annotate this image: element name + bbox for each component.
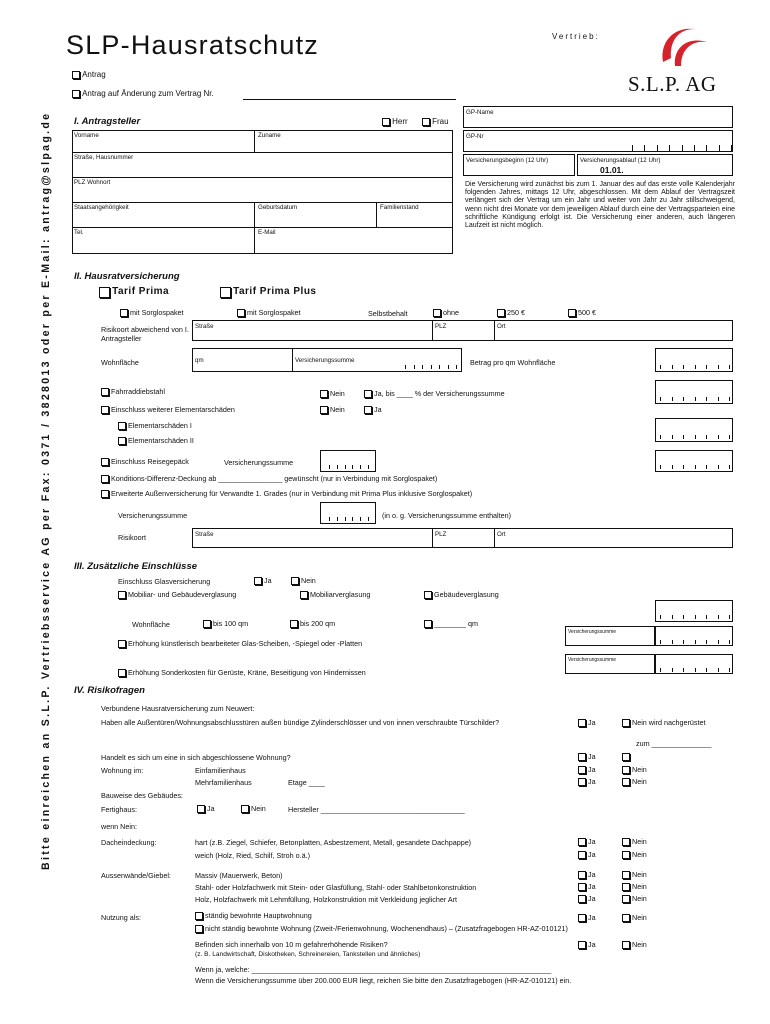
plz-wohnort-field[interactable] bbox=[72, 177, 453, 202]
holzfach-ja-checkbox[interactable] bbox=[578, 895, 586, 903]
gefahr-ja-checkbox[interactable] bbox=[578, 941, 586, 949]
betrag-qm-field[interactable] bbox=[655, 348, 733, 372]
dach-weich-ja-label: Ja bbox=[588, 850, 596, 859]
laufzeit-hinweis: Die Versicherung wird zunächst bis zum 1. Januar des auf das erste volle Kalenderjahr folgenden Jahres, mittags 12 Uhr, abgeschlossen. Mit dem Ablauf der Vertragszeit verlängert sich der Vertrag um ein Jahr und weiter von Jahr zu Jahr stillschweigend, wenn nicht drei Monate vor dem jeweiligen Ablauf durch eine der Vertragsparteien eine schriftliche Kündigung erfolgt ist. Die Versicherung einer anderen, auch längeren Laufzeit ist nicht möglich. bbox=[465, 181, 735, 230]
gp-name-label: GP-Name bbox=[466, 109, 494, 116]
mobiliar-checkbox[interactable] bbox=[300, 591, 308, 599]
q2-ja-label: Ja bbox=[588, 752, 596, 761]
glas-label: Einschluss Glasversicherung bbox=[118, 577, 211, 586]
staatsang-label: Staatsangehörigkeit bbox=[74, 204, 129, 211]
elementar1-label: Elementarschäden I bbox=[128, 421, 192, 430]
zuname-label: Zuname bbox=[258, 132, 281, 139]
fertighaus-ja-label: Ja bbox=[207, 804, 215, 813]
gefahr-nein-label: Nein bbox=[632, 940, 647, 949]
elementar2-label: Elementarschäden II bbox=[128, 436, 194, 445]
massiv-ja-checkbox[interactable] bbox=[578, 871, 586, 879]
dacheindeckung-label: Dacheindeckung: bbox=[101, 838, 157, 847]
elementar-ja-checkbox[interactable] bbox=[364, 406, 372, 414]
vers-ablauf-field[interactable] bbox=[577, 154, 733, 176]
mfh-ja-checkbox[interactable] bbox=[578, 778, 586, 786]
gefahr-beispiele: (z. B. Landwirtschaft, Diskotheken, Schreinereien, Tankstellen und ähnliches) bbox=[195, 951, 421, 958]
mobiliar-gebaeude-label: Mobiliar- und Gebäudeverglasung bbox=[128, 590, 237, 599]
mfh-label: Mehrfamilienhaus bbox=[195, 778, 252, 787]
aussenvers-checkbox[interactable] bbox=[101, 490, 109, 498]
bauweise-label: Bauweise des Gebäudes: bbox=[101, 791, 183, 800]
reise-betrag-field[interactable] bbox=[655, 450, 733, 472]
vorname-field[interactable] bbox=[72, 130, 255, 152]
risikoort2-plz-label: PLZ bbox=[435, 531, 447, 538]
wohnung-im-label: Wohnung im: bbox=[101, 766, 144, 775]
efh-ja-checkbox[interactable] bbox=[578, 766, 586, 774]
nutzung-ja-checkbox[interactable] bbox=[578, 914, 586, 922]
section3-title: III. Zusätzliche Einschlüsse bbox=[74, 561, 198, 572]
wenn-nein-label: wenn Nein: bbox=[101, 822, 137, 831]
slp-logo-icon bbox=[655, 22, 713, 72]
dach-hart-nein-label: Nein bbox=[632, 837, 647, 846]
efh-nein-checkbox[interactable] bbox=[622, 766, 630, 774]
risikoort-plz-field[interactable] bbox=[433, 321, 495, 340]
aussen-summe-field[interactable] bbox=[320, 502, 376, 524]
herr-checkbox[interactable] bbox=[382, 118, 390, 126]
mobiliar-label: Mobiliarverglasung bbox=[310, 590, 371, 599]
massiv-label: Massiv (Mauerwerk, Beton) bbox=[195, 871, 283, 880]
nicht-staendig-checkbox[interactable] bbox=[195, 925, 203, 933]
risikoort2-ort-field[interactable] bbox=[495, 529, 732, 547]
risikoort-abw-label: Risikoort abweichend von I. Antragsteller bbox=[101, 325, 189, 343]
glas-wohnflaeche-label: Wohnfläche bbox=[132, 620, 170, 629]
qm-frei-checkbox[interactable] bbox=[424, 620, 432, 628]
tarif-prima-plus-checkbox[interactable] bbox=[220, 287, 231, 298]
efh-ja-label: Ja bbox=[588, 765, 596, 774]
reise-summe-label: Versicherungssumme bbox=[224, 458, 294, 467]
kuenstlerisch-summe-field[interactable] bbox=[565, 626, 655, 646]
sonderkosten-checkbox[interactable] bbox=[118, 669, 126, 677]
sb-250-checkbox[interactable] bbox=[497, 309, 505, 317]
stahl-label: Stahl- oder Holzfachwerk mit Stein- oder Glasfüllung, Stahl- oder Stahlbetonkonstruktion bbox=[195, 883, 477, 892]
staatsang-field[interactable] bbox=[72, 202, 255, 227]
hersteller-label: Hersteller ____________________________________ bbox=[288, 805, 465, 814]
frau-checkbox[interactable] bbox=[422, 118, 430, 126]
aussen-note: (in o. g. Versicherungssumme enthalten) bbox=[382, 511, 512, 520]
antrag-aenderung-label: Antrag auf Änderung zum Vertrag Nr. bbox=[82, 89, 214, 98]
elementar-label: Einschluss weiterer Elementarschäden bbox=[111, 405, 235, 414]
gefahr-nein-checkbox[interactable] bbox=[622, 941, 630, 949]
sorglos2-label: mit Sorglospaket bbox=[247, 308, 301, 317]
vorname-label: Vorname bbox=[74, 132, 99, 139]
gp-nr-field[interactable] bbox=[463, 130, 733, 152]
bis100-checkbox[interactable] bbox=[203, 620, 211, 628]
risikoort-ort-field[interactable] bbox=[495, 321, 732, 340]
stahl-ja-checkbox[interactable] bbox=[578, 883, 586, 891]
holzfach-label: Holz, Holzfachwerk mit Lehmfüllung, Holzkonstruktion mit Verkleidung jeglicher Art bbox=[195, 895, 458, 904]
dach-hart-ja-checkbox[interactable] bbox=[578, 838, 586, 846]
vers-beginn-label: Versicherungsbeginn (12 Uhr) bbox=[466, 157, 549, 164]
fahrrad-betrag-field[interactable] bbox=[655, 380, 733, 404]
mfh-nein-checkbox[interactable] bbox=[622, 778, 630, 786]
tarif-prima-label: Tarif Prima bbox=[112, 286, 170, 297]
staendig-checkbox[interactable] bbox=[195, 912, 203, 920]
fahrrad-nein-label: Nein bbox=[330, 389, 345, 398]
reise-summe-field[interactable] bbox=[320, 450, 376, 472]
dach-weich-ja-checkbox[interactable] bbox=[578, 851, 586, 859]
dach-hart-label: hart (z.B. Ziegel, Schiefer, Betonplatten, Asbestzement, Metall, gesandete Dachpappe) bbox=[195, 838, 472, 847]
vers-beginn-field[interactable] bbox=[463, 154, 575, 176]
reisegepaeck-label: Einschluss Reisegepäck bbox=[111, 457, 189, 466]
kuenstlerisch-summe-label: Versicherungssumme bbox=[568, 629, 617, 635]
risikoort-strasse-label: Straße bbox=[195, 323, 214, 330]
tel-field[interactable] bbox=[72, 227, 255, 254]
holzfach-nein-checkbox[interactable] bbox=[622, 895, 630, 903]
wohnflaeche-label: Wohnfläche bbox=[101, 358, 139, 367]
holzfach-nein-label: Nein bbox=[632, 894, 647, 903]
staendig-label: ständig bewohnte Hauptwohnung bbox=[205, 911, 312, 920]
wohnflaeche-qm-unit: qm bbox=[195, 357, 204, 364]
nicht-staendig-label: nicht ständig bewohnte Wohnung (Zweit-/Ferienwohnung, Wochenendhaus) – (Zusatzfragebogen HR-AZ-010121) bbox=[205, 924, 568, 933]
fahrrad-nein-checkbox[interactable] bbox=[320, 390, 328, 398]
efh-label: Einfamilienhaus bbox=[195, 766, 246, 775]
sonderkosten-summe-label: Versicherungssumme bbox=[568, 657, 617, 663]
elementar-nein-label: Nein bbox=[330, 405, 345, 414]
elementar-checkbox[interactable] bbox=[101, 406, 109, 414]
risikoort-label: Risikoort bbox=[118, 533, 146, 542]
gebaeude-label: Gebäudeverglasung bbox=[434, 590, 499, 599]
vers-ablauf-label: Versicherungsablauf (12 Uhr) bbox=[580, 157, 661, 164]
gefahr-text: Befinden sich innerhalb von 10 m gefahrerhöhende Risiken? bbox=[195, 940, 388, 949]
vertrieb-label: Vertrieb: bbox=[552, 32, 600, 41]
sonderkosten-label: Erhöhung Sonderkosten für Gerüste, Kräne, Beseitigung von Hindernissen bbox=[128, 668, 366, 677]
stahl-nein-label: Nein bbox=[632, 882, 647, 891]
bis100-label: bis 100 qm bbox=[213, 619, 249, 628]
submission-instructions: Bitte einreichen an S.L.P. Vertriebsservice AG per Fax: 0371 / 3828013 oder per E-Mail: antrag@slpag.de bbox=[40, 111, 52, 870]
elementar-ja-label: Ja bbox=[374, 405, 382, 414]
kuenstlerisch-betrag-field[interactable] bbox=[655, 626, 733, 646]
glas-nein-label: Nein bbox=[301, 576, 316, 585]
sonderkosten-betrag-field[interactable] bbox=[655, 654, 733, 674]
email-label: E-Mail bbox=[258, 229, 276, 236]
section1-title: I. Antragsteller bbox=[74, 116, 141, 127]
mfh-ja-label: Ja bbox=[588, 777, 596, 786]
sb-250-label: 250 € bbox=[507, 308, 525, 317]
email-field[interactable] bbox=[256, 227, 453, 254]
massiv-nein-label: Nein bbox=[632, 870, 647, 879]
q1-text: Haben alle Außentüren/Wohnungsabschlusstüren außen bündige Zylinderschlösser und von innen verschraubte Türschilder? bbox=[101, 718, 500, 727]
risikoort-abw-fields bbox=[192, 320, 733, 341]
q1-ja-label: Ja bbox=[588, 718, 596, 727]
gp-nr-combs bbox=[632, 140, 732, 151]
zum-label: zum _______________ bbox=[636, 739, 712, 748]
familienstand-field[interactable] bbox=[378, 202, 453, 227]
sonderkosten-summe-field[interactable] bbox=[565, 654, 655, 674]
sb-ohne-checkbox[interactable] bbox=[433, 309, 441, 317]
risikoort2-ort-label: Ort bbox=[497, 531, 506, 538]
aussen-summe-label: Versicherungssumme bbox=[118, 511, 188, 520]
q2-text: Handelt es sich um eine in sich abgeschlossene Wohnung? bbox=[101, 753, 291, 762]
holzfach-ja-label: Ja bbox=[588, 894, 596, 903]
aussenvers-label: Erweiterte Außenversicherung für Verwandte 1. Grades (nur in Verbindung mit Prima Plus inklusive Sorglospaket) bbox=[111, 489, 473, 498]
konditionen-checkbox[interactable] bbox=[101, 475, 109, 483]
etage-label: Etage ____ bbox=[288, 778, 325, 787]
slp-logo-text: S.L.P. AG bbox=[628, 72, 717, 96]
tarif-prima-checkbox[interactable] bbox=[99, 287, 110, 298]
nutzung-label: Nutzung als: bbox=[101, 913, 141, 922]
fertighaus-nein-checkbox[interactable] bbox=[241, 805, 249, 813]
vers-summe-label: Versicherungssumme bbox=[295, 357, 355, 364]
q2-nein-checkbox[interactable] bbox=[622, 753, 630, 761]
fahrrad-checkbox[interactable] bbox=[101, 388, 109, 396]
massiv-nein-checkbox[interactable] bbox=[622, 871, 630, 879]
fertighaus-nein-label: Nein bbox=[251, 804, 266, 813]
glas-betrag-field[interactable] bbox=[655, 600, 733, 622]
vertrag-nr-line[interactable] bbox=[243, 99, 456, 100]
risikoort-plz-label: PLZ bbox=[435, 323, 447, 330]
gp-name-field[interactable] bbox=[463, 106, 733, 128]
qm-frei-label: ________ qm bbox=[434, 619, 478, 628]
glas-ja-checkbox[interactable] bbox=[254, 577, 262, 585]
risikoort2-plz-field[interactable] bbox=[433, 529, 495, 547]
sb-500-checkbox[interactable] bbox=[568, 309, 576, 317]
form-title: SLP-Hausratschutz bbox=[66, 30, 319, 60]
reisegepaeck-checkbox[interactable] bbox=[101, 458, 109, 466]
dach-weich-nein-checkbox[interactable] bbox=[622, 851, 630, 859]
dach-weich-label: weich (Holz, Ried, Schilf, Stroh o.ä.) bbox=[195, 851, 311, 860]
elementar2-checkbox[interactable] bbox=[118, 437, 126, 445]
geburtsdatum-label: Geburtsdatum bbox=[258, 204, 298, 211]
risikoort2-strasse-label: Straße bbox=[195, 531, 214, 538]
sorglos1-checkbox[interactable] bbox=[120, 309, 128, 317]
strasse-label: Straße, Hausnummer bbox=[74, 154, 134, 161]
elementar-nein-checkbox[interactable] bbox=[320, 406, 328, 414]
frau-label: Frau bbox=[432, 117, 449, 126]
zusatzfragebogen-hinweis: Wenn die Versicherungssumme über 200.000 EUR liegt, reichen Sie bitte den Zusatzfragebogen (HR-AZ-010121) ein. bbox=[195, 976, 572, 985]
q1-nein-label: Nein wird nachgerüstet bbox=[632, 718, 706, 727]
bis200-checkbox[interactable] bbox=[290, 620, 298, 628]
fahrrad-ja-checkbox[interactable] bbox=[364, 390, 372, 398]
mobiliar-gebaeude-checkbox[interactable] bbox=[118, 591, 126, 599]
sb-ohne-label: ohne bbox=[443, 308, 459, 317]
risikoort-strasse-field[interactable] bbox=[193, 321, 433, 340]
kuenstlerisch-checkbox[interactable] bbox=[118, 640, 126, 648]
selbstbehalt-label: Selbstbehalt bbox=[368, 309, 408, 318]
gebaeude-checkbox[interactable] bbox=[424, 591, 432, 599]
betrag-qm-label: Betrag pro qm Wohnfläche bbox=[470, 358, 556, 367]
sorglos2-checkbox[interactable] bbox=[237, 309, 245, 317]
efh-nein-label: Nein bbox=[632, 765, 647, 774]
antrag-aenderung-checkbox[interactable] bbox=[72, 90, 80, 98]
dach-hart-ja-label: Ja bbox=[588, 837, 596, 846]
wohnflaeche-field[interactable] bbox=[192, 348, 293, 372]
risikoort-fields bbox=[192, 528, 733, 548]
vers-summe-combs bbox=[405, 359, 457, 369]
neuwert-label: Verbundene Hausratversicherung zum Neuwert: bbox=[101, 704, 255, 713]
nutzung-nein-label: Nein bbox=[632, 913, 647, 922]
vers-ablauf-value: 01.01. bbox=[600, 165, 624, 175]
geburtsdatum-field[interactable] bbox=[256, 202, 377, 227]
plz-wohnort-label: PLZ Wohnort bbox=[74, 179, 111, 186]
gefahr-ja-label: Ja bbox=[588, 940, 596, 949]
zuname-field[interactable] bbox=[256, 130, 453, 152]
kuenstlerisch-label: Erhöhung künstlerisch bearbeiteter Glas-Scheiben, -Spiegel oder -Platten bbox=[128, 639, 363, 648]
tel-label: Tel. bbox=[74, 229, 84, 236]
risikoort-ort-label: Ort bbox=[497, 323, 506, 330]
bis200-label: bis 200 qm bbox=[300, 619, 336, 628]
antrag-label: Antrag bbox=[82, 70, 106, 79]
massiv-ja-label: Ja bbox=[588, 870, 596, 879]
glas-ja-label: Ja bbox=[264, 576, 272, 585]
stahl-ja-label: Ja bbox=[588, 882, 596, 891]
sb-500-label: 500 € bbox=[578, 308, 596, 317]
dach-weich-nein-label: Nein bbox=[632, 850, 647, 859]
elementar-betrag-field[interactable] bbox=[655, 418, 733, 442]
nutzung-ja-label: Ja bbox=[588, 913, 596, 922]
fertighaus-ja-checkbox[interactable] bbox=[197, 805, 205, 813]
stahl-nein-checkbox[interactable] bbox=[622, 883, 630, 891]
fahrrad-label: Fahrraddiebstahl bbox=[111, 387, 165, 396]
fertighaus-label: Fertighaus: bbox=[101, 805, 137, 814]
nutzung-nein-checkbox[interactable] bbox=[622, 914, 630, 922]
wenn-ja-label: Wenn ja, welche: ___________________________________________________________________________ bbox=[195, 965, 552, 974]
risikoort2-strasse-field[interactable] bbox=[193, 529, 433, 547]
q2-ja-checkbox[interactable] bbox=[578, 753, 586, 761]
dach-hart-nein-checkbox[interactable] bbox=[622, 838, 630, 846]
elementar1-checkbox[interactable] bbox=[118, 422, 126, 430]
antrag-checkbox[interactable] bbox=[72, 71, 80, 79]
konditionen-label: Konditions-Differenz-Deckung ab ________________ gewünscht (nur in Verbindung mit Sorglospaket) bbox=[111, 474, 438, 483]
fahrrad-ja-label: Ja, bis ____ % der Versicherungssumme bbox=[374, 389, 505, 398]
gp-nr-label: GP-Nr bbox=[466, 133, 484, 140]
aussenwaende-label: Aussenwände/Giebel: bbox=[101, 871, 171, 880]
glas-nein-checkbox[interactable] bbox=[291, 577, 299, 585]
sorglos1-label: mit Sorglospaket bbox=[130, 308, 184, 317]
section4-title: IV. Risikofragen bbox=[74, 685, 145, 696]
familienstand-label: Familienstand bbox=[380, 204, 419, 211]
mfh-nein-label: Nein bbox=[632, 777, 647, 786]
strasse-field[interactable] bbox=[72, 152, 453, 177]
q1-ja-checkbox[interactable] bbox=[578, 719, 586, 727]
section2-title: II. Hausratversicherung bbox=[74, 271, 180, 282]
herr-label: Herr bbox=[392, 117, 408, 126]
q1-nein-checkbox[interactable] bbox=[622, 719, 630, 727]
tarif-prima-plus-label: Tarif Prima Plus bbox=[233, 286, 317, 297]
